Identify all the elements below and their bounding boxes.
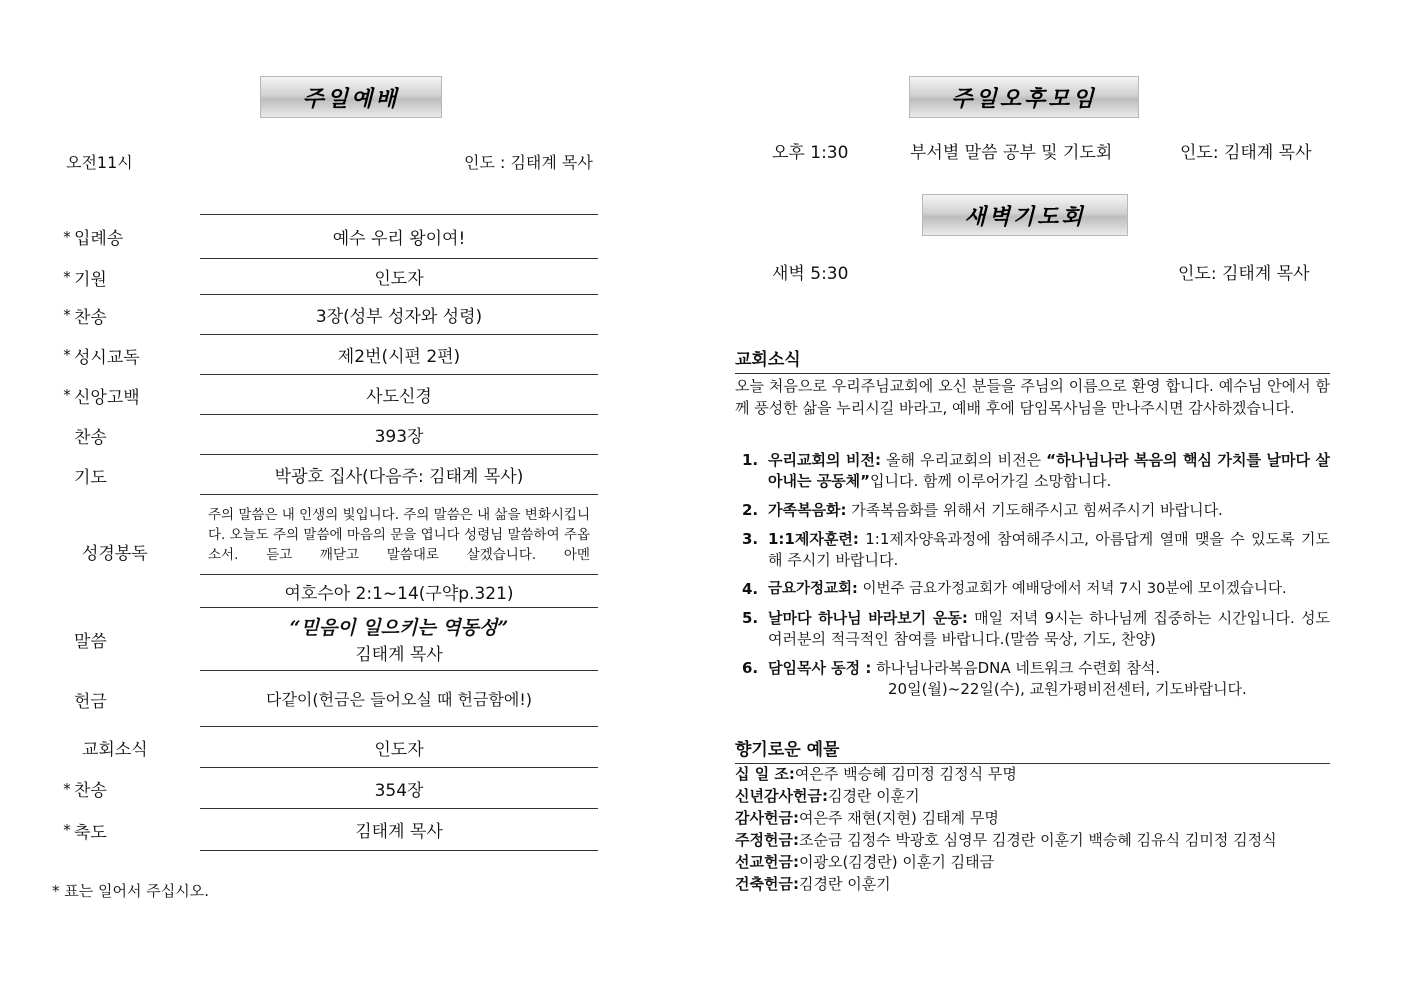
news-text: 1:1제자양육과정에 참여해주시고, 아름답게 열매 맺을 수 있도록 기도해 주시기 바랍니다. bbox=[768, 530, 1330, 569]
news-item bbox=[742, 450, 1330, 492]
news-head: 가족복음화: bbox=[768, 501, 847, 519]
worship-title bbox=[260, 76, 442, 118]
news-text: 이번주 금요가정교회가 예배당에서 저녁 7시 30분에 모이겠습니다. bbox=[857, 581, 1287, 597]
news-intro: 오늘 처음으로 우리주님교회에 오신 분들을 주님의 이름으로 환영 합니다. 예수님 안에서 함께 풍성한 삶을 누리시길 바라고, 예배 후에 담임목사님을 만나주시면 감사하겠습니다. bbox=[735, 377, 1330, 417]
vision-quote: “하나님나라 복음의 핵심 가치를 날마다 살아내는 공동체” bbox=[768, 451, 1330, 490]
news-number: 3. bbox=[742, 530, 759, 548]
order-label: 축도 bbox=[74, 822, 107, 843]
offering-label: 십 일 조: bbox=[735, 765, 795, 783]
offering-heading: 향기로운 예물 bbox=[735, 735, 1330, 764]
order-label: 헌금 bbox=[74, 691, 107, 712]
dawn-title bbox=[922, 194, 1128, 236]
offering-row bbox=[735, 807, 1330, 829]
order-label: 기원 bbox=[74, 269, 107, 290]
news-head: 날마다 하나님 바라보기 운동: bbox=[768, 609, 968, 627]
news-number: 2. bbox=[742, 501, 759, 519]
preacher: 김태계 목사 bbox=[355, 645, 443, 665]
dawn-leader: 인도: 김태계 목사 bbox=[1178, 264, 1310, 284]
order-value: 김태계 목사 bbox=[200, 809, 598, 851]
order-row-sermon bbox=[60, 608, 598, 671]
offering-row bbox=[735, 873, 1330, 895]
news-text: 올해 우리교회의 비전은 bbox=[880, 451, 1047, 469]
news-item bbox=[742, 608, 1330, 650]
news-number: 4. bbox=[742, 580, 759, 598]
order-row bbox=[60, 259, 598, 295]
offering-row bbox=[735, 851, 1330, 873]
order-value: 예수 우리 왕이여! bbox=[200, 214, 598, 259]
order-row bbox=[60, 809, 598, 851]
news-number: 5. bbox=[742, 609, 759, 627]
news-heading: 교회소식 bbox=[735, 345, 1330, 374]
order-row bbox=[60, 727, 598, 768]
news-head: 금요가정교회: bbox=[768, 581, 858, 597]
order-row bbox=[60, 671, 598, 727]
news-text: 입니다. 함께 이루어가길 소망합니다. bbox=[870, 472, 1112, 490]
worship-leader: 인도 : 김태계 목사 bbox=[464, 153, 593, 172]
afternoon-time: 오후 1:30 bbox=[772, 143, 849, 163]
order-label: 찬송 bbox=[74, 307, 107, 328]
stand-mark: * bbox=[63, 268, 71, 286]
afternoon-title bbox=[909, 76, 1139, 118]
order-label: 신앙고백 bbox=[74, 387, 140, 408]
offering-row bbox=[735, 785, 1330, 807]
order-label: 말씀 bbox=[74, 632, 107, 652]
news-item bbox=[742, 579, 1330, 600]
worship-time: 오전11시 bbox=[66, 153, 133, 172]
order-row-reading bbox=[60, 495, 598, 608]
offering-names: 여은주 재현(지현) 김태계 무명 bbox=[798, 809, 999, 827]
offering-names: 이광오(김경란) 이훈기 김태금 bbox=[798, 853, 995, 871]
news-text: 가족복음화를 위해서 기도해주시고 힘써주시기 바랍니다. bbox=[846, 501, 1223, 519]
dawn-time: 새벽 5:30 bbox=[772, 264, 849, 284]
order-label: 성시교독 bbox=[74, 347, 140, 368]
news-item bbox=[742, 529, 1330, 571]
order-value: 다같이(헌금은 들어오실 때 헌금함에!) bbox=[200, 671, 598, 727]
offering-label: 신년감사헌금: bbox=[735, 787, 828, 805]
offering-names: 김경란 이훈기 bbox=[827, 787, 920, 805]
order-value: 393장 bbox=[200, 415, 598, 455]
sermon-title: “믿음이 일으키는 역동성” bbox=[289, 617, 509, 639]
order-row bbox=[60, 214, 598, 259]
offering-row bbox=[735, 829, 1330, 851]
worship-title-text: 주일예배 bbox=[302, 85, 400, 112]
offering-names: 김경란 이훈기 bbox=[798, 875, 891, 893]
order-label: 성경봉독 bbox=[82, 544, 148, 564]
order-value: 사도신경 bbox=[200, 375, 598, 415]
offering-label: 감사헌금: bbox=[735, 809, 799, 827]
order-value: 354장 bbox=[200, 768, 598, 809]
news-number: 6. bbox=[742, 659, 759, 677]
news-head: 담임목사 동정 : bbox=[768, 659, 872, 677]
standing-footnote: * 표는 일어서 주십시오. bbox=[52, 882, 209, 900]
offering-names: 조순금 김정수 박광호 심영무 김경란 이훈기 백승혜 김유식 김미정 김정식 bbox=[798, 831, 1277, 849]
news-list bbox=[742, 450, 1330, 708]
afternoon-title-text: 주일오후모임 bbox=[951, 85, 1097, 112]
offering-label: 주정헌금: bbox=[735, 831, 799, 849]
stand-mark: * bbox=[63, 386, 71, 404]
order-row bbox=[60, 768, 598, 809]
order-row bbox=[60, 455, 598, 495]
order-label: 찬송 bbox=[74, 427, 107, 448]
stand-mark: * bbox=[63, 306, 71, 324]
stand-mark: * bbox=[63, 346, 71, 364]
order-label: 입례송 bbox=[74, 229, 124, 249]
news-text: 매일 저녁 9시는 하나님께 집중하는 시간입니다. 성도 여러분의 적극적인 참여를 바랍니다.(말씀 묵상, 기도, 찬양) bbox=[768, 609, 1330, 648]
reading-prayer-text: 주의 말씀은 내 인생의 빛입니다. 주의 말씀은 내 삶을 변화시킵니다. 오늘도 주의 말씀에 마음의 문을 엽니다 성령님 말씀하여 주옵소서. 듣고 깨닫고 말씀대로 살겠습니다. 아멘 bbox=[208, 506, 590, 563]
news-item bbox=[742, 658, 1330, 700]
offering-names: 여은주 백승혜 김미정 김정식 무명 bbox=[794, 765, 1017, 783]
stand-mark: * bbox=[63, 227, 71, 246]
news-item bbox=[742, 500, 1330, 521]
news-text-continued: 20일(월)~22일(수), 교원가평비전센터, 기도바랍니다. bbox=[888, 680, 1247, 698]
dawn-title-text: 새벽기도회 bbox=[964, 203, 1086, 230]
offering-list bbox=[735, 763, 1330, 895]
order-row bbox=[60, 295, 598, 335]
order-value: 3장(성부 성자와 성령) bbox=[200, 295, 598, 335]
afternoon-desc: 부서별 말씀 공부 및 기도회 bbox=[910, 143, 1113, 163]
order-value: 제2번(시편 2편) bbox=[200, 335, 598, 375]
offering-row bbox=[735, 763, 1330, 785]
order-label: 교회소식 bbox=[82, 740, 148, 760]
order-label: 기도 bbox=[74, 467, 107, 488]
order-of-service bbox=[60, 214, 598, 851]
news-number: 1. bbox=[742, 451, 759, 469]
order-row bbox=[60, 375, 598, 415]
stand-mark: * bbox=[63, 779, 71, 798]
offering-label: 건축헌금: bbox=[735, 875, 799, 893]
offering-label: 선교헌금: bbox=[735, 853, 799, 871]
stand-mark: * bbox=[63, 821, 71, 839]
afternoon-leader: 인도: 김태계 목사 bbox=[1180, 143, 1312, 163]
order-value: 인도자 bbox=[200, 259, 598, 295]
order-row bbox=[60, 335, 598, 375]
scripture-reference: 여호수아 2:1~14(구약p.321) bbox=[200, 575, 598, 608]
order-label: 찬송 bbox=[74, 781, 107, 801]
news-head: 우리교회의 비전: bbox=[768, 451, 881, 469]
order-value: 인도자 bbox=[200, 727, 598, 768]
order-value: 박광호 집사(다음주: 김태계 목사) bbox=[200, 455, 598, 495]
news-head: 1:1제자훈련: bbox=[768, 530, 859, 548]
order-row bbox=[60, 415, 598, 455]
news-text: 하나님나라복음DNA 네트워크 수련회 참석. bbox=[871, 659, 1161, 677]
